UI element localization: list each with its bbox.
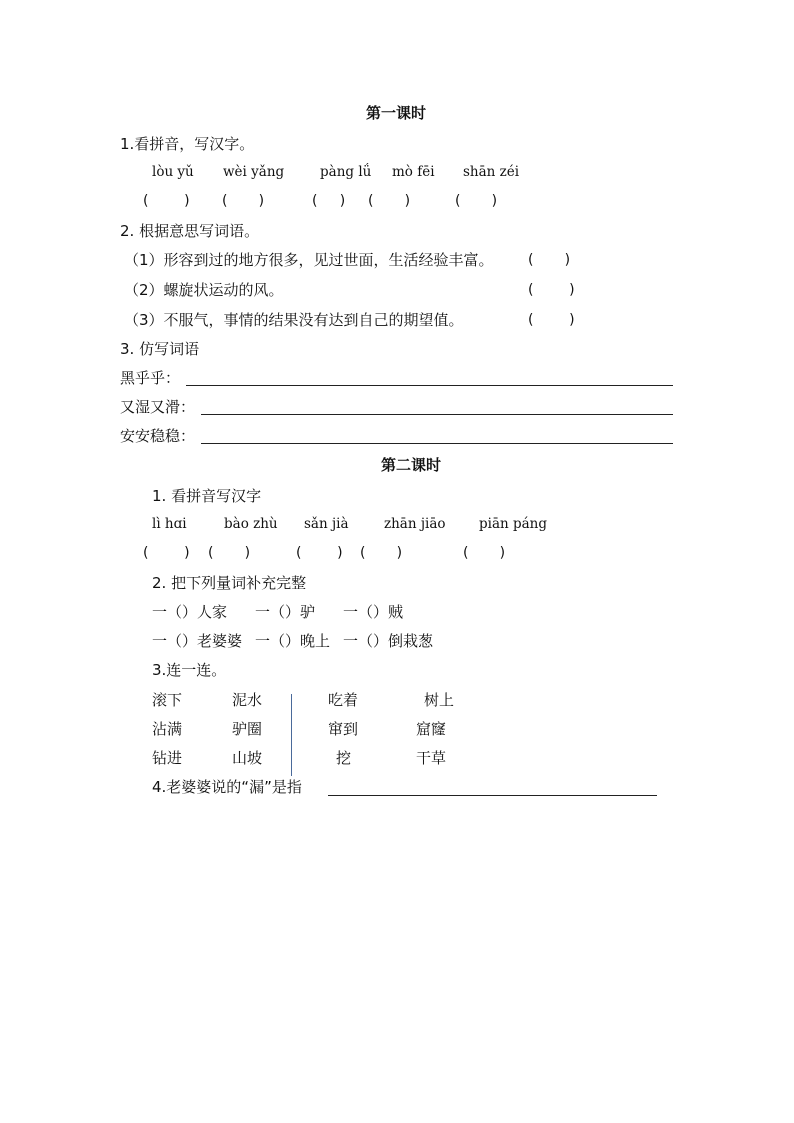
l1-q2-blank-2[interactable]: ( ) [528, 282, 575, 298]
l2-q4-answer-line[interactable] [328, 795, 657, 796]
l1-q1-blank-5[interactable]: ( ) [455, 193, 498, 209]
l1-q2-item-2: （2）螺旋状运动的风。 [124, 281, 284, 299]
l2-q1-blank-3[interactable]: ( ) [296, 545, 343, 561]
l2-q1-pinyin-5: piān páng [479, 516, 548, 532]
l2-q1-pinyin-2: bào zhù [224, 516, 278, 532]
l1-q3-item-2: 又湿又滑： [120, 398, 196, 416]
l1-q3-heading: 3. 仿写词语 [120, 340, 200, 358]
l2-q2-item-5: 一（）晚上 [255, 632, 331, 650]
l1-q2-item-1: （1）形容到过的地方很多，见过世面，生活经验丰富。 [124, 251, 494, 269]
match-left-a2[interactable]: 沾满 [152, 720, 183, 738]
l1-q1-blank-3[interactable]: ( ) [312, 193, 346, 209]
l2-q1-blank-4[interactable]: ( ) [360, 545, 403, 561]
match-right-b3[interactable]: 干草 [416, 749, 447, 767]
l1-q3-answer-line-2[interactable] [201, 414, 673, 415]
l2-q4-text: 4.老婆婆说的“漏”是指 [152, 778, 302, 796]
match-left-b3[interactable]: 山坡 [232, 749, 263, 767]
l1-q1-heading: 1.看拼音，写汉字。 [120, 135, 255, 153]
l2-q1-blank-1[interactable]: ( ) [143, 545, 190, 561]
l1-q3-answer-line-1[interactable] [186, 385, 673, 386]
l2-q2-item-1: 一（）人家 [152, 603, 228, 621]
match-left-b2[interactable]: 驴圈 [232, 720, 263, 738]
l2-q1-blank-2[interactable]: ( ) [208, 545, 251, 561]
match-right-a1[interactable]: 吃着 [328, 691, 359, 709]
match-left-a1[interactable]: 滚下 [152, 691, 183, 709]
l1-q3-item-1: 黑乎乎： [120, 369, 181, 387]
match-right-a3[interactable]: 挖 [336, 749, 352, 767]
match-right-b1[interactable]: 树上 [424, 691, 455, 709]
match-left-b1[interactable]: 泥水 [232, 691, 263, 709]
l1-q1-pinyin-2: wèi yǎng [223, 164, 285, 180]
l1-q3-item-3: 安安稳稳： [120, 427, 196, 445]
l1-q3-answer-line-3[interactable] [201, 443, 673, 444]
l2-q2-item-3: 一（）贼 [343, 603, 404, 621]
l1-q2-heading: 2. 根据意思写词语。 [120, 222, 260, 240]
l1-q1-blank-4[interactable]: ( ) [368, 193, 411, 209]
l2-q2-item-6: 一（）倒栽葱 [343, 632, 434, 650]
l1-q1-blank-2[interactable]: ( ) [222, 193, 265, 209]
lesson1-title: 第一课时 [366, 104, 427, 122]
l2-q1-pinyin-4: zhān jiāo [384, 516, 446, 532]
lesson2-title: 第二课时 [381, 456, 442, 474]
l1-q1-pinyin-1: lòu yǔ [152, 164, 194, 180]
l1-q1-blank-1[interactable]: ( ) [143, 193, 190, 209]
match-right-b2[interactable]: 窟窿 [416, 720, 447, 738]
l1-q2-blank-3[interactable]: ( ) [528, 312, 575, 328]
l1-q1-pinyin-3: pàng lǘ [320, 164, 372, 180]
l2-q1-pinyin-1: lì hɑi [152, 516, 187, 532]
l1-q1-pinyin-5: shān zéi [463, 164, 520, 180]
match-left-a3[interactable]: 钻进 [152, 749, 183, 767]
l2-q2-item-2: 一（）驴 [255, 603, 316, 621]
l1-q2-blank-1[interactable]: ( ) [528, 252, 571, 268]
l2-q1-blank-5[interactable]: ( ) [463, 545, 506, 561]
l2-q1-heading: 1. 看拼音写汉字 [152, 487, 262, 505]
l2-q2-item-4: 一（）老婆婆 [152, 632, 243, 650]
l1-q1-pinyin-4: mò fēi [392, 164, 435, 180]
match-divider [291, 694, 292, 776]
l1-q2-item-3: （3）不服气，事情的结果没有达到自己的期望值。 [124, 311, 464, 329]
l2-q3-heading: 3.连一连。 [152, 661, 227, 679]
match-right-a2[interactable]: 窜到 [328, 720, 359, 738]
l2-q1-pinyin-3: sǎn jià [304, 516, 349, 532]
l2-q2-heading: 2. 把下列量词补充完整 [152, 574, 307, 592]
